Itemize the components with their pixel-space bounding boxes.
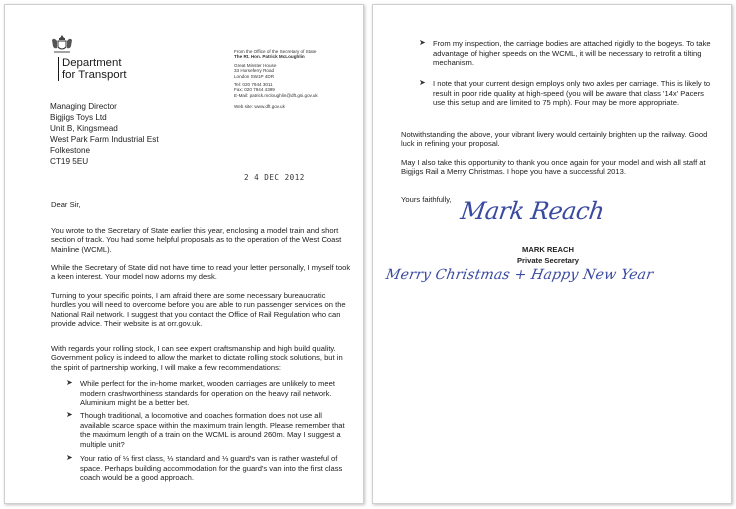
body-paragraph: With regards your rolling stock, I can see expert craftsmanship and high build quality. Government policy is indeed to allow the market to dictate rolling stock solutions, but in the spirit of partnership working, I will make a few recommendations: [51, 343, 343, 372]
recipient-address [50, 101, 159, 167]
sender-block [234, 49, 359, 110]
letter-page-1 [4, 4, 364, 504]
department-name [58, 57, 152, 81]
letter-page-2 [372, 4, 732, 504]
signer-name: MARK REACH [522, 245, 574, 254]
sender-address-line: Great Minster House [234, 62, 277, 68]
sender-web: Web site: www.dft.gov.uk [234, 104, 285, 110]
arrow-bullet-icon: ➤ [419, 78, 426, 87]
recommendation-text: Your ratio of ⅓ first class, ⅓ standard and ⅓ guard's van is rather wasteful of space. Perhaps building accommodation for the guard's van into the first class coach would be a good approach. [80, 454, 343, 482]
sender-name: The Rt. Hon. Patrick McLoughlin [234, 54, 305, 60]
recommendation-item [66, 378, 350, 408]
recommendation-text: I note that your current design employs only two axles per carriage. This is likely to result in poor ride quality at high-speed (you will be aware that class '14x' Pacers use this setup and are limited to 75 mph). Four may be more appropriate. [433, 79, 711, 107]
body-paragraph: Turning to your specific points, I am afraid there are some necessary bureaucratic hurdles you will need to overcome before you are able to run passenger services on the National Rail network. I suggest that you contact the Office of Rail Regulation who can provide advice. Their website is at orr.gov.uk. [51, 290, 346, 329]
sender-address-line: London SW1P 4DR [234, 73, 275, 79]
dept-line-2: for Transport [62, 69, 127, 81]
arrow-bullet-icon: ➤ [66, 453, 73, 462]
body-paragraph: You wrote to the Secretary of State earlier this year, enclosing a model train and short section of track. You had some helpful proposals as to the operation of the West Coast Mainline (WCML). [51, 225, 342, 254]
recommendation-item [419, 38, 718, 68]
recipient-line: Folkestone [50, 146, 91, 155]
closing: Yours faithfully, [401, 194, 452, 204]
arrow-bullet-icon: ➤ [419, 38, 426, 47]
signer-title: Private Secretary [516, 256, 580, 265]
recipient-line: CT19 5EU [50, 157, 89, 166]
body-paragraph: May I also take this opportunity to thank you once again for your model and wish all staff at Bigjigs Rail a Merry Christmas. I hope you have a successful 2013. [401, 157, 706, 177]
arrow-bullet-icon: ➤ [66, 410, 73, 419]
sender-fax: Fax: 020 7944 4399 [234, 87, 275, 93]
royal-coat-of-arms-icon [49, 32, 75, 56]
date-stamp: 2 4 DEC 2012 [244, 173, 305, 182]
recipient-line: West Park Farm Industrial Est [50, 135, 159, 144]
recommendation-text: While perfect for the in-home market, wooden carriages are unlikely to meet modern crashworthiness standards for operation on the heavy rail network. Aluminium might be a better bet. [80, 379, 335, 407]
body-paragraph: Notwithstanding the above, your vibrant livery would certainly brighten up the railway. Good luck in refining your proposal. [401, 129, 708, 149]
recommendation-item [419, 78, 718, 108]
handwritten-note: Merry Christmas + Happy New Year [384, 267, 655, 283]
body-paragraph: While the Secretary of State did not have time to read your letter personally, I myself took a keen interest. Your model now adorns my desk. [51, 262, 351, 282]
recipient-line: Managing Director [50, 102, 117, 111]
recipient-line: Bigjigs Toys Ltd [50, 113, 107, 122]
dept-line-1: Department [62, 57, 122, 69]
recommendation-text: Though traditional, a locomotive and coaches formation does not use all available scarce space within the maximum train length. Please remember that the maximum length of a train on the WCML is around 260m. May I suggest a multiple unit? [80, 411, 345, 449]
sender-tel: Tel: 020 7944 3011 [234, 82, 273, 88]
sender-email: E-Mail: patrick.mcloughlin@dft.gsi.gov.uk [234, 92, 318, 98]
recommendation-text: From my inspection, the carriage bodies are attached rigidly to the bogeys. To take advantage of higher speeds on the WCML, it will be necessary to retrofit a tilting mechanism. [433, 39, 711, 67]
recipient-line: Unit B, Kingsmead [50, 124, 118, 133]
handwritten-signature: Mark Reach [459, 197, 606, 225]
salutation: Dear Sir, [51, 200, 81, 209]
sender-from: From the Office of the Secretary of State [234, 49, 317, 54]
arrow-bullet-icon: ➤ [66, 378, 73, 387]
recommendation-item [66, 453, 350, 483]
sender-address-line: 33 Horseferry Road [234, 68, 275, 74]
recommendation-item [66, 410, 350, 449]
